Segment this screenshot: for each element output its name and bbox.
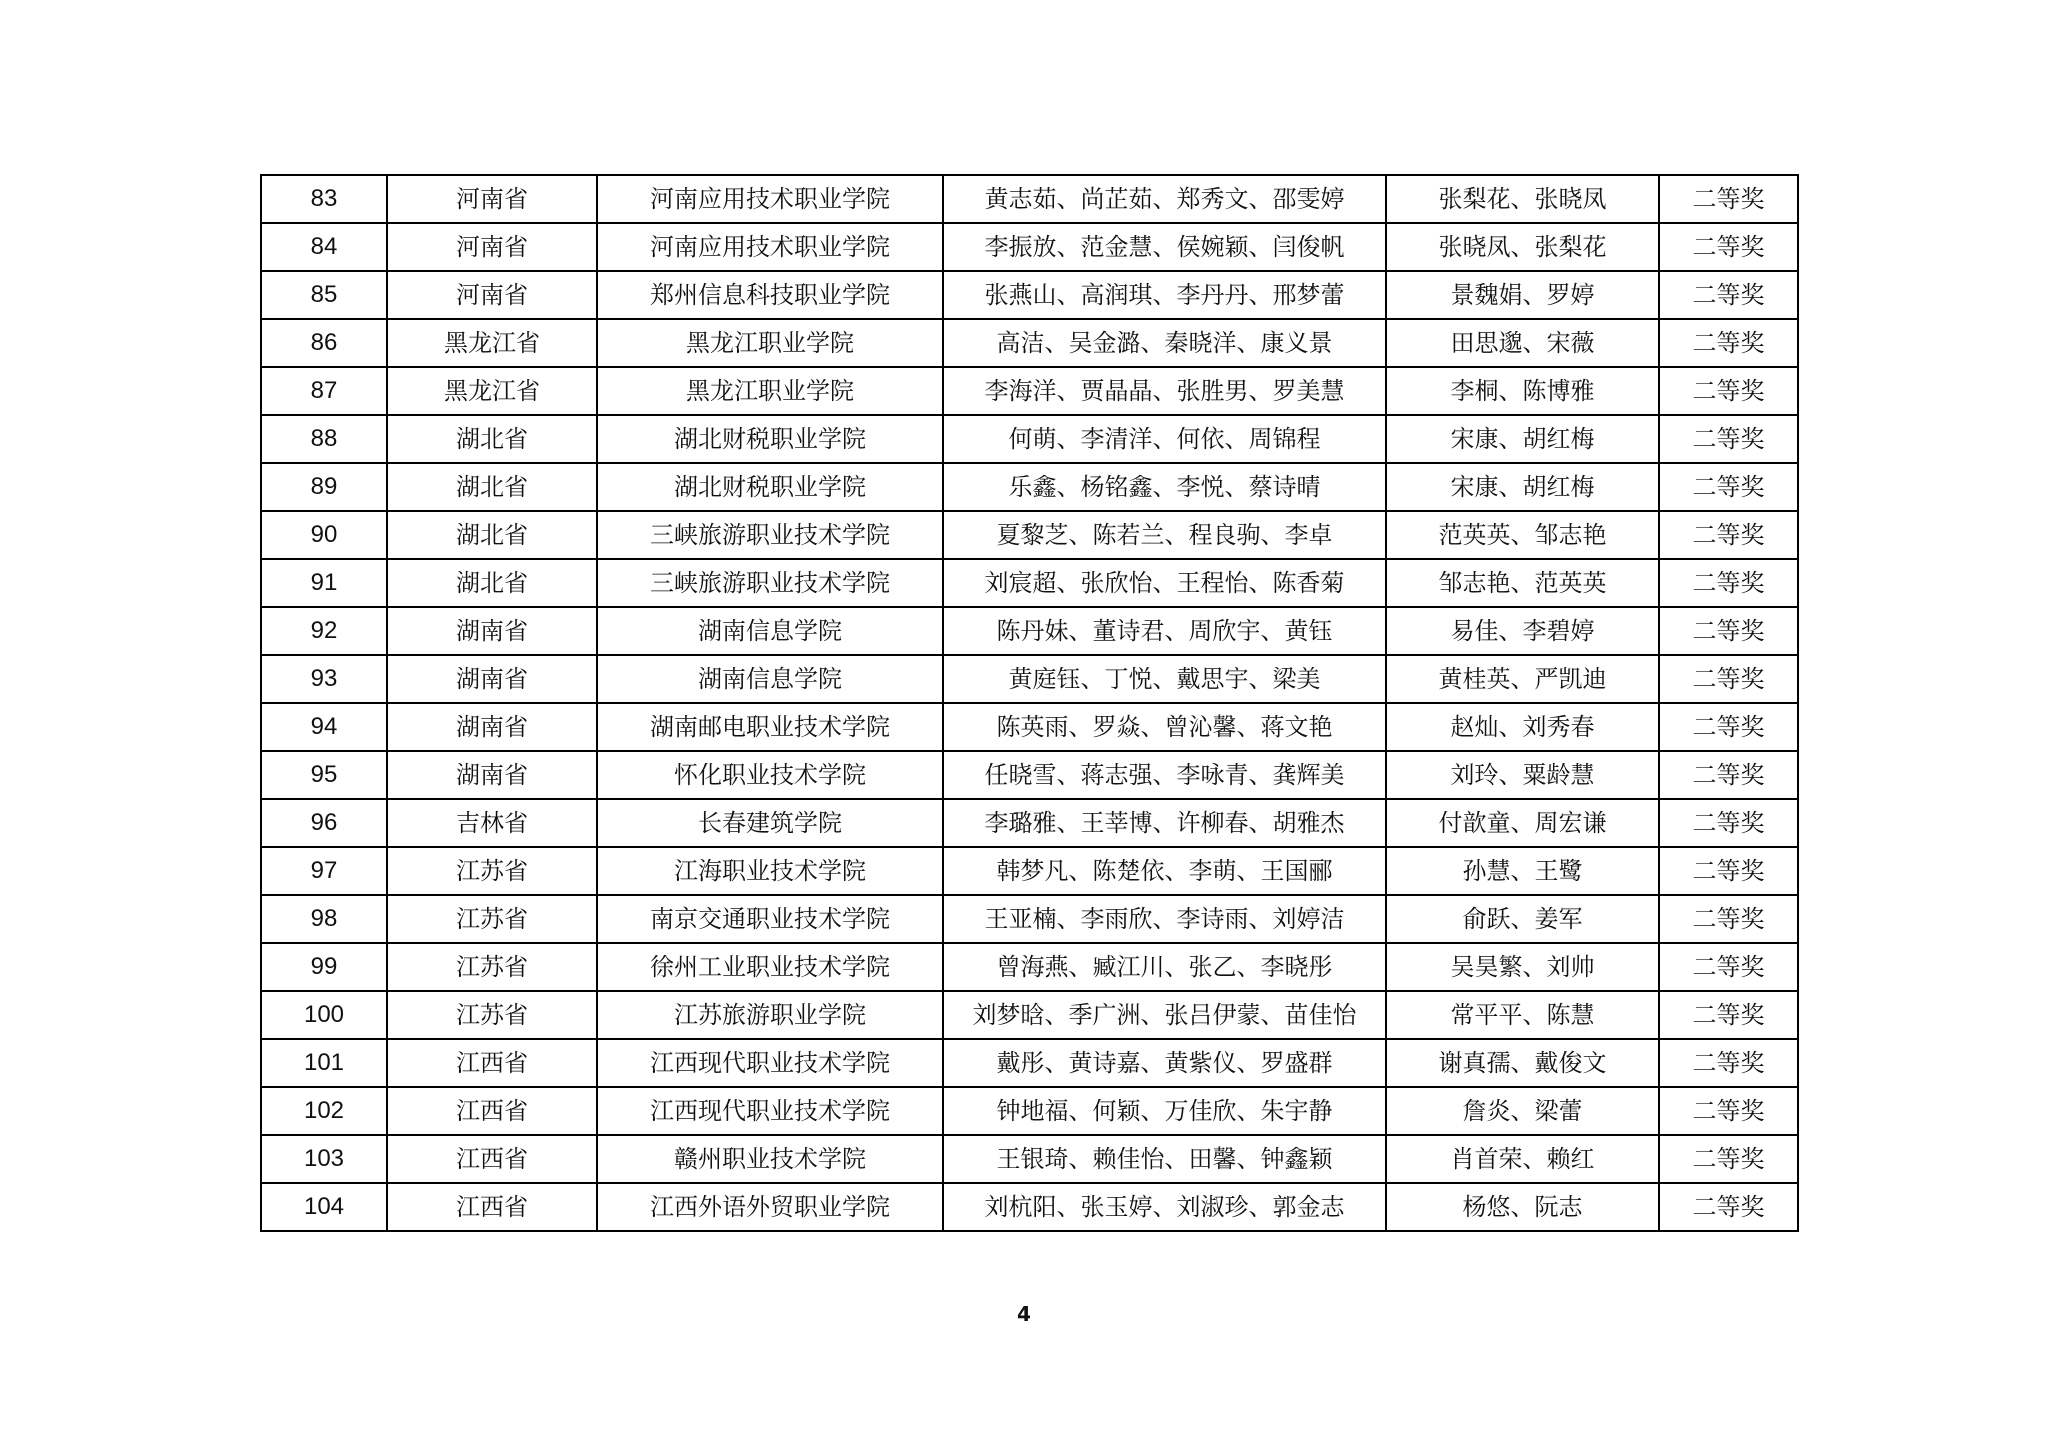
cell-award: 二等奖 <box>1659 319 1798 367</box>
cell-school: 江苏旅游职业学院 <box>597 991 943 1039</box>
cell-number: 97 <box>261 847 387 895</box>
cell-province: 湖北省 <box>387 511 597 559</box>
cell-students: 曾海燕、臧江川、张乙、李晓彤 <box>943 943 1386 991</box>
cell-number: 95 <box>261 751 387 799</box>
cell-teachers: 杨悠、阮志 <box>1386 1183 1659 1231</box>
cell-province: 湖北省 <box>387 415 597 463</box>
cell-school: 江海职业技术学院 <box>597 847 943 895</box>
cell-number: 90 <box>261 511 387 559</box>
cell-award: 二等奖 <box>1659 223 1798 271</box>
cell-number: 103 <box>261 1135 387 1183</box>
cell-school: 三峡旅游职业技术学院 <box>597 559 943 607</box>
cell-school: 湖南信息学院 <box>597 607 943 655</box>
cell-school: 赣州职业技术学院 <box>597 1135 943 1183</box>
cell-students: 戴彤、黄诗嘉、黄紫仪、罗盛群 <box>943 1039 1386 1087</box>
cell-students: 黄志茹、尚芷茹、郑秀文、邵雯婷 <box>943 175 1386 223</box>
cell-students: 韩梦凡、陈楚依、李萌、王国郦 <box>943 847 1386 895</box>
cell-students: 黄庭钰、丁悦、戴思宇、梁美 <box>943 655 1386 703</box>
cell-province: 河南省 <box>387 271 597 319</box>
table-row <box>261 175 1798 223</box>
cell-award: 二等奖 <box>1659 751 1798 799</box>
cell-province: 河南省 <box>387 175 597 223</box>
cell-award: 二等奖 <box>1659 367 1798 415</box>
cell-award: 二等奖 <box>1659 511 1798 559</box>
cell-teachers: 肖首荣、赖红 <box>1386 1135 1659 1183</box>
cell-students: 李海洋、贾晶晶、张胜男、罗美慧 <box>943 367 1386 415</box>
cell-number: 88 <box>261 415 387 463</box>
cell-award: 二等奖 <box>1659 1183 1798 1231</box>
cell-number: 86 <box>261 319 387 367</box>
cell-award: 二等奖 <box>1659 559 1798 607</box>
cell-teachers: 田思邈、宋薇 <box>1386 319 1659 367</box>
cell-students: 夏黎芝、陈若兰、程良驹、李卓 <box>943 511 1386 559</box>
awards-table-body <box>261 175 1798 1231</box>
cell-students: 何萌、李清洋、何依、周锦程 <box>943 415 1386 463</box>
cell-number: 83 <box>261 175 387 223</box>
cell-award: 二等奖 <box>1659 1039 1798 1087</box>
cell-award: 二等奖 <box>1659 1135 1798 1183</box>
cell-school: 郑州信息科技职业学院 <box>597 271 943 319</box>
cell-province: 湖南省 <box>387 607 597 655</box>
cell-award: 二等奖 <box>1659 415 1798 463</box>
cell-teachers: 张梨花、张晓凤 <box>1386 175 1659 223</box>
cell-province: 江苏省 <box>387 943 597 991</box>
cell-teachers: 邹志艳、范英英 <box>1386 559 1659 607</box>
table-row <box>261 511 1798 559</box>
cell-province: 江西省 <box>387 1087 597 1135</box>
cell-students: 刘梦晗、季广洲、张吕伊蒙、苗佳怡 <box>943 991 1386 1039</box>
cell-school: 湖北财税职业学院 <box>597 415 943 463</box>
cell-award: 二等奖 <box>1659 847 1798 895</box>
table-row <box>261 943 1798 991</box>
table-row <box>261 991 1798 1039</box>
table-row <box>261 1183 1798 1231</box>
cell-school: 黑龙江职业学院 <box>597 367 943 415</box>
cell-province: 江苏省 <box>387 991 597 1039</box>
cell-award: 二等奖 <box>1659 607 1798 655</box>
table-row <box>261 751 1798 799</box>
cell-teachers: 詹炎、梁蕾 <box>1386 1087 1659 1135</box>
cell-students: 张燕山、高润琪、李丹丹、邢梦蕾 <box>943 271 1386 319</box>
cell-teachers: 付歆童、周宏谦 <box>1386 799 1659 847</box>
cell-award: 二等奖 <box>1659 175 1798 223</box>
cell-award: 二等奖 <box>1659 895 1798 943</box>
cell-number: 104 <box>261 1183 387 1231</box>
cell-school: 江西外语外贸职业学院 <box>597 1183 943 1231</box>
table-row <box>261 367 1798 415</box>
cell-school: 河南应用技术职业学院 <box>597 175 943 223</box>
cell-students: 陈丹妹、董诗君、周欣宇、黄钰 <box>943 607 1386 655</box>
table-row <box>261 559 1798 607</box>
cell-teachers: 宋康、胡红梅 <box>1386 415 1659 463</box>
cell-award: 二等奖 <box>1659 703 1798 751</box>
cell-number: 98 <box>261 895 387 943</box>
cell-number: 102 <box>261 1087 387 1135</box>
table-row <box>261 271 1798 319</box>
cell-students: 高洁、吴金潞、秦晓洋、康义景 <box>943 319 1386 367</box>
cell-students: 李振放、范金慧、侯婉颖、闫俊帆 <box>943 223 1386 271</box>
page-number: 4 <box>1017 1302 1031 1326</box>
table-row <box>261 607 1798 655</box>
cell-school: 徐州工业职业技术学院 <box>597 943 943 991</box>
table-row <box>261 1039 1798 1087</box>
cell-award: 二等奖 <box>1659 655 1798 703</box>
cell-number: 84 <box>261 223 387 271</box>
table-row <box>261 1087 1798 1135</box>
cell-teachers: 景魏娟、罗婷 <box>1386 271 1659 319</box>
cell-award: 二等奖 <box>1659 271 1798 319</box>
cell-province: 黑龙江省 <box>387 367 597 415</box>
cell-students: 李璐雅、王莘博、许柳春、胡雅杰 <box>943 799 1386 847</box>
cell-province: 江苏省 <box>387 847 597 895</box>
cell-number: 91 <box>261 559 387 607</box>
cell-award: 二等奖 <box>1659 943 1798 991</box>
cell-school: 江西现代职业技术学院 <box>597 1087 943 1135</box>
table-row <box>261 223 1798 271</box>
cell-teachers: 常平平、陈慧 <box>1386 991 1659 1039</box>
cell-number: 89 <box>261 463 387 511</box>
cell-province: 吉林省 <box>387 799 597 847</box>
table-row <box>261 703 1798 751</box>
cell-award: 二等奖 <box>1659 463 1798 511</box>
table-row <box>261 895 1798 943</box>
cell-students: 王亚楠、李雨欣、李诗雨、刘婷洁 <box>943 895 1386 943</box>
cell-school: 湖北财税职业学院 <box>597 463 943 511</box>
cell-number: 92 <box>261 607 387 655</box>
cell-number: 101 <box>261 1039 387 1087</box>
cell-teachers: 俞跃、姜军 <box>1386 895 1659 943</box>
cell-school: 河南应用技术职业学院 <box>597 223 943 271</box>
table-row <box>261 319 1798 367</box>
awards-table <box>260 174 1799 1232</box>
cell-students: 刘宸超、张欣怡、王程怡、陈香菊 <box>943 559 1386 607</box>
cell-province: 湖北省 <box>387 559 597 607</box>
cell-award: 二等奖 <box>1659 1087 1798 1135</box>
cell-students: 乐鑫、杨铭鑫、李悦、蔡诗晴 <box>943 463 1386 511</box>
cell-school: 湖南信息学院 <box>597 655 943 703</box>
cell-teachers: 黄桂英、严凯迪 <box>1386 655 1659 703</box>
cell-teachers: 范英英、邹志艳 <box>1386 511 1659 559</box>
cell-province: 江西省 <box>387 1135 597 1183</box>
table-row <box>261 415 1798 463</box>
cell-school: 黑龙江职业学院 <box>597 319 943 367</box>
cell-teachers: 孙慧、王鹭 <box>1386 847 1659 895</box>
cell-province: 湖南省 <box>387 751 597 799</box>
cell-number: 87 <box>261 367 387 415</box>
table-row <box>261 1135 1798 1183</box>
cell-province: 江苏省 <box>387 895 597 943</box>
cell-number: 85 <box>261 271 387 319</box>
cell-students: 王银琦、赖佳怡、田馨、钟鑫颖 <box>943 1135 1386 1183</box>
cell-province: 湖南省 <box>387 703 597 751</box>
table-row <box>261 463 1798 511</box>
cell-teachers: 张晓凤、张梨花 <box>1386 223 1659 271</box>
cell-school: 怀化职业技术学院 <box>597 751 943 799</box>
cell-teachers: 赵灿、刘秀春 <box>1386 703 1659 751</box>
cell-teachers: 易佳、李碧婷 <box>1386 607 1659 655</box>
cell-school: 长春建筑学院 <box>597 799 943 847</box>
table-row <box>261 655 1798 703</box>
cell-province: 江西省 <box>387 1183 597 1231</box>
cell-students: 刘杭阳、张玉婷、刘淑珍、郭金志 <box>943 1183 1386 1231</box>
cell-number: 99 <box>261 943 387 991</box>
cell-province: 湖南省 <box>387 655 597 703</box>
cell-school: 南京交通职业技术学院 <box>597 895 943 943</box>
cell-teachers: 吴昊繁、刘帅 <box>1386 943 1659 991</box>
cell-number: 93 <box>261 655 387 703</box>
table-row <box>261 799 1798 847</box>
cell-students: 钟地福、何颖、万佳欣、朱宇静 <box>943 1087 1386 1135</box>
cell-students: 任晓雪、蒋志强、李咏青、龚辉美 <box>943 751 1386 799</box>
cell-award: 二等奖 <box>1659 991 1798 1039</box>
cell-teachers: 李桐、陈博雅 <box>1386 367 1659 415</box>
cell-teachers: 宋康、胡红梅 <box>1386 463 1659 511</box>
cell-number: 96 <box>261 799 387 847</box>
cell-students: 陈英雨、罗焱、曾沁馨、蒋文艳 <box>943 703 1386 751</box>
cell-province: 黑龙江省 <box>387 319 597 367</box>
cell-school: 湖南邮电职业技术学院 <box>597 703 943 751</box>
cell-province: 江西省 <box>387 1039 597 1087</box>
cell-school: 江西现代职业技术学院 <box>597 1039 943 1087</box>
cell-award: 二等奖 <box>1659 799 1798 847</box>
cell-province: 河南省 <box>387 223 597 271</box>
cell-teachers: 刘玲、粟龄慧 <box>1386 751 1659 799</box>
cell-school: 三峡旅游职业技术学院 <box>597 511 943 559</box>
table-row <box>261 847 1798 895</box>
cell-number: 100 <box>261 991 387 1039</box>
cell-number: 94 <box>261 703 387 751</box>
cell-province: 湖北省 <box>387 463 597 511</box>
cell-teachers: 谢真孺、戴俊文 <box>1386 1039 1659 1087</box>
